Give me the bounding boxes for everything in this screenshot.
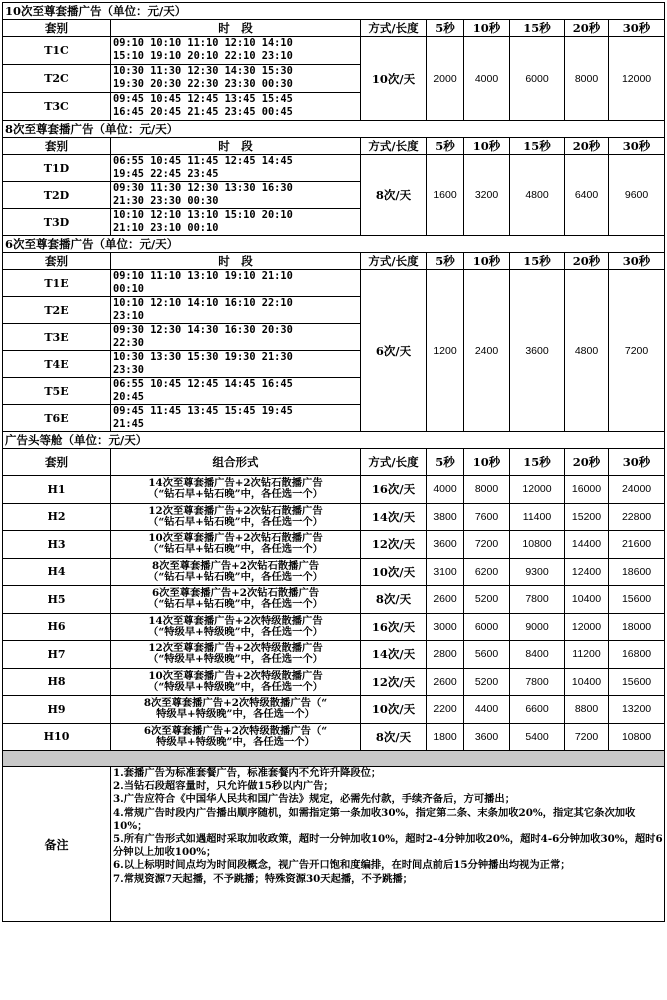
time-slot-line: 10:30 13:30 15:30 19:30 21:30 <box>113 351 293 363</box>
time-slot-line: 06:55 10:45 12:45 14:45 16:45 <box>113 378 293 390</box>
price-d20: 4800 <box>565 270 609 432</box>
header-d10: 10秒 <box>464 253 510 270</box>
notes-list <box>111 767 665 922</box>
combo-line: 12次至尊套播广告+2次特级散播广告 <box>148 642 323 655</box>
header-d5: 5秒 <box>427 449 464 476</box>
price-d10: 4000 <box>464 37 510 121</box>
header-d20: 20秒 <box>565 449 609 476</box>
combo-line: 10次至尊套播广告+2次特级散播广告 <box>148 669 323 682</box>
price-d10: 6200 <box>464 558 510 586</box>
price-d10: 6000 <box>464 613 510 641</box>
time-slot-line: 09:30 11:30 12:30 13:30 16:30 <box>113 182 293 194</box>
price-d15: 7800 <box>510 668 565 696</box>
table-row <box>3 531 665 559</box>
time-slot-line: 15:10 19:10 20:10 22:10 23:10 <box>113 50 293 62</box>
header-d5: 5秒 <box>427 138 464 155</box>
time-slots <box>111 65 361 93</box>
combo-form <box>111 696 361 724</box>
section-title: 6次至尊套播广告（单位：元/天） <box>3 236 665 253</box>
combo-line: 14次至尊套播广告+2次特级散播广告 <box>148 614 323 627</box>
table-row <box>3 155 665 182</box>
combo-line: 特级早+特级晚”中，各任选一个） <box>156 735 315 748</box>
package-code: H3 <box>3 531 111 559</box>
package-code: T3C <box>3 93 111 121</box>
price-d5: 4000 <box>427 476 464 504</box>
frequency: 10次/天 <box>361 37 427 121</box>
price-d30: 18000 <box>609 613 665 641</box>
header-d5: 5秒 <box>427 253 464 270</box>
table-row <box>3 586 665 614</box>
combo-line: （“特级早+特级晚”中，各任选一个） <box>148 625 323 638</box>
time-slot-line: 23:30 <box>113 364 144 376</box>
time-slots <box>111 297 361 324</box>
table-row <box>3 696 665 724</box>
price-d10: 2400 <box>464 270 510 432</box>
package-code: H2 <box>3 503 111 531</box>
spacer-row <box>3 751 665 767</box>
package-code: H6 <box>3 613 111 641</box>
header-type: 套别 <box>3 449 111 476</box>
time-slots <box>111 37 361 65</box>
price-d10: 7600 <box>464 503 510 531</box>
table-row <box>3 558 665 586</box>
price-d15: 9000 <box>510 613 565 641</box>
header-slot: 时 段 <box>111 253 361 270</box>
header-mode: 方式/长度 <box>361 253 427 270</box>
package-code: T2E <box>3 297 111 324</box>
header-mode: 方式/长度 <box>361 138 427 155</box>
table-row <box>3 270 665 297</box>
time-slot-line: 20:45 <box>113 391 144 403</box>
price-d30: 15600 <box>609 586 665 614</box>
header-d20: 20秒 <box>565 138 609 155</box>
combo-line: （“钻石早+钻石晚”中，各任选一个） <box>148 598 323 611</box>
notes-label: 备注 <box>3 767 111 922</box>
time-slots <box>111 378 361 405</box>
price-d5: 2800 <box>427 641 464 669</box>
time-slot-line: 09:45 11:45 13:45 15:45 19:45 <box>113 405 293 417</box>
time-slots <box>111 351 361 378</box>
header-d30: 30秒 <box>609 253 665 270</box>
combo-line: 8次至尊套播广告+2次钻石散播广告 <box>151 559 320 572</box>
price-d5: 3000 <box>427 613 464 641</box>
time-slot-line: 10:30 11:30 12:30 14:30 15:30 <box>113 65 293 77</box>
price-d10: 5600 <box>464 641 510 669</box>
header-row <box>3 253 665 270</box>
price-d15: 11400 <box>510 503 565 531</box>
section-title-row <box>3 3 665 20</box>
price-d5: 3100 <box>427 558 464 586</box>
section-title: 10次至尊套播广告（单位：元/天） <box>3 3 665 20</box>
price-d15: 5400 <box>510 723 565 751</box>
header-d15: 15秒 <box>510 20 565 37</box>
time-slot-line: 09:45 10:45 12:45 13:45 15:45 <box>113 93 293 105</box>
package-code: H7 <box>3 641 111 669</box>
combo-line: （“钻石早+钻石晚”中，各任选一个） <box>148 488 323 501</box>
note-item: 2.当钻石段超容量时，只允许做15秒以内广告； <box>113 780 334 793</box>
price-d30: 9600 <box>609 155 665 236</box>
price-d20: 12400 <box>565 558 609 586</box>
price-d15: 6000 <box>510 37 565 121</box>
header-d30: 30秒 <box>609 20 665 37</box>
price-d15: 9300 <box>510 558 565 586</box>
time-slots <box>111 324 361 351</box>
price-d5: 2600 <box>427 586 464 614</box>
package-code: T1C <box>3 37 111 65</box>
time-slots <box>111 155 361 182</box>
price-d10: 8000 <box>464 476 510 504</box>
header-d5: 5秒 <box>427 20 464 37</box>
package-code: T1D <box>3 155 111 182</box>
table-row <box>3 723 665 751</box>
time-slot-line: 23:10 <box>113 310 144 322</box>
rate-table <box>2 2 665 922</box>
table-row <box>3 641 665 669</box>
price-d20: 11200 <box>565 641 609 669</box>
price-d15: 6600 <box>510 696 565 724</box>
price-d15: 12000 <box>510 476 565 504</box>
price-d10: 3200 <box>464 155 510 236</box>
package-code: T3E <box>3 324 111 351</box>
combo-line: 10次至尊套播广告+2次钻石散播广告 <box>148 532 323 545</box>
header-d15: 15秒 <box>510 253 565 270</box>
header-slot: 时 段 <box>111 20 361 37</box>
header-type: 套别 <box>3 20 111 37</box>
time-slots <box>111 209 361 236</box>
table-row <box>3 503 665 531</box>
section-title: 广告头等舱（单位：元/天） <box>3 432 665 449</box>
frequency: 16次/天 <box>361 613 427 641</box>
header-row <box>3 138 665 155</box>
header-d10: 10秒 <box>464 138 510 155</box>
gray-spacer <box>3 751 665 767</box>
price-d20: 6400 <box>565 155 609 236</box>
header-d20: 20秒 <box>565 253 609 270</box>
header-row <box>3 20 665 37</box>
price-d20: 10400 <box>565 668 609 696</box>
combo-line: （“钻石早+钻石晚”中，各任选一个） <box>148 543 323 556</box>
header-row <box>3 449 665 476</box>
price-d20: 16000 <box>565 476 609 504</box>
combo-line: 8次至尊套播广告+2次特级散播广告（“ <box>143 697 328 710</box>
section-title-row <box>3 236 665 253</box>
header-mode: 方式/长度 <box>361 20 427 37</box>
price-d10: 5200 <box>464 668 510 696</box>
time-slot-line: 06:55 10:45 11:45 12:45 14:45 <box>113 155 293 167</box>
combo-form <box>111 668 361 696</box>
frequency: 8次/天 <box>361 155 427 236</box>
combo-line: 6次至尊套播广告+2次钻石散播广告 <box>151 587 320 600</box>
price-d30: 21600 <box>609 531 665 559</box>
time-slot-line: 09:10 10:10 11:10 12:10 14:10 <box>113 37 293 49</box>
time-slot-line: 21:30 23:30 00:30 <box>113 195 219 207</box>
package-code: H8 <box>3 668 111 696</box>
time-slot-line: 09:10 11:10 13:10 19:10 21:10 <box>113 270 293 282</box>
price-d30: 10800 <box>609 723 665 751</box>
header-d15: 15秒 <box>510 138 565 155</box>
package-code: T3D <box>3 209 111 236</box>
price-d5: 2000 <box>427 37 464 121</box>
time-slot-line: 10:10 12:10 13:10 15:10 20:10 <box>113 209 293 221</box>
package-code: H4 <box>3 558 111 586</box>
notes-row <box>3 767 665 922</box>
frequency: 8次/天 <box>361 586 427 614</box>
time-slots <box>111 93 361 121</box>
price-d30: 12000 <box>609 37 665 121</box>
combo-form <box>111 723 361 751</box>
time-slot-line: 09:30 12:30 14:30 16:30 20:30 <box>113 324 293 336</box>
price-d20: 7200 <box>565 723 609 751</box>
frequency: 14次/天 <box>361 503 427 531</box>
price-d5: 2600 <box>427 668 464 696</box>
frequency: 6次/天 <box>361 270 427 432</box>
header-d30: 30秒 <box>609 138 665 155</box>
package-code: H10 <box>3 723 111 751</box>
time-slot-line: 10:10 12:10 14:10 16:10 22:10 <box>113 297 293 309</box>
time-slot-line: 19:45 22:45 23:45 <box>113 168 219 180</box>
combo-line: 14次至尊套播广告+2次钻石散播广告 <box>148 477 323 490</box>
time-slots <box>111 405 361 432</box>
time-slot-line: 21:10 23:10 00:10 <box>113 222 219 234</box>
price-d5: 1200 <box>427 270 464 432</box>
header-combo: 组合形式 <box>111 449 361 476</box>
header-mode: 方式/长度 <box>361 449 427 476</box>
frequency: 8次/天 <box>361 723 427 751</box>
price-d10: 3600 <box>464 723 510 751</box>
price-d20: 10400 <box>565 586 609 614</box>
header-d10: 10秒 <box>464 20 510 37</box>
package-code: H1 <box>3 476 111 504</box>
combo-line: 12次至尊套播广告+2次钻石散播广告 <box>148 504 323 517</box>
price-d30: 16800 <box>609 641 665 669</box>
price-d30: 22800 <box>609 503 665 531</box>
price-d15: 10800 <box>510 531 565 559</box>
price-d20: 8800 <box>565 696 609 724</box>
price-d5: 2200 <box>427 696 464 724</box>
header-d20: 20秒 <box>565 20 609 37</box>
combo-form <box>111 476 361 504</box>
header-type: 套别 <box>3 138 111 155</box>
combo-line: （“钻石早+钻石晚”中，各任选一个） <box>148 515 323 528</box>
frequency: 10次/天 <box>361 696 427 724</box>
time-slots <box>111 182 361 209</box>
combo-form <box>111 586 361 614</box>
package-code: H5 <box>3 586 111 614</box>
note-item: 4.常规广告时段内广告播出顺序随机，如需指定第一条加收30%，指定第二条、末条加收20%，指定其它条次加收10%； <box>113 806 636 832</box>
price-d20: 12000 <box>565 613 609 641</box>
combo-line: 6次至尊套播广告+2次特级散播广告（“ <box>143 724 328 737</box>
price-d30: 18600 <box>609 558 665 586</box>
combo-form <box>111 558 361 586</box>
rate-card-sheet <box>2 2 664 922</box>
time-slot-line: 22:30 <box>113 337 144 349</box>
time-slots <box>111 270 361 297</box>
price-d30: 13200 <box>609 696 665 724</box>
price-d5: 1600 <box>427 155 464 236</box>
package-code: H9 <box>3 696 111 724</box>
frequency: 10次/天 <box>361 558 427 586</box>
header-type: 套别 <box>3 253 111 270</box>
price-d10: 4400 <box>464 696 510 724</box>
table-row <box>3 613 665 641</box>
combo-form <box>111 641 361 669</box>
section-title: 8次至尊套播广告（单位：元/天） <box>3 121 665 138</box>
frequency: 16次/天 <box>361 476 427 504</box>
frequency: 14次/天 <box>361 641 427 669</box>
header-slot: 时 段 <box>111 138 361 155</box>
price-d15: 7800 <box>510 586 565 614</box>
price-d20: 8000 <box>565 37 609 121</box>
package-code: T1E <box>3 270 111 297</box>
header-d15: 15秒 <box>510 449 565 476</box>
package-code: T5E <box>3 378 111 405</box>
price-d20: 14400 <box>565 531 609 559</box>
time-slot-line: 00:10 <box>113 283 144 295</box>
price-d30: 15600 <box>609 668 665 696</box>
table-row <box>3 476 665 504</box>
combo-form <box>111 531 361 559</box>
price-d5: 1800 <box>427 723 464 751</box>
table-row <box>3 668 665 696</box>
package-code: T6E <box>3 405 111 432</box>
note-item: 7.常规资源7天起播，不予跳播；特殊资源30天起播，不予跳播； <box>113 872 413 885</box>
package-code: T4E <box>3 351 111 378</box>
header-d30: 30秒 <box>609 449 665 476</box>
section-title-row <box>3 432 665 449</box>
combo-line: （“钻石早+钻石晚”中，各任选一个） <box>148 570 323 583</box>
table-row <box>3 37 665 65</box>
price-d30: 7200 <box>609 270 665 432</box>
note-item: 3.广告应符合《中国华人民共和国广告法》规定，必需先付款，手续齐备后，方可播出； <box>113 793 516 806</box>
combo-line: （“特级早+特级晚”中，各任选一个） <box>148 680 323 693</box>
combo-line: （“特级早+特级晚”中，各任选一个） <box>148 653 323 666</box>
note-item: 5.所有广告形式如遇超时采取加收政策，超时一分钟加收10%，超时2-4分钟加收20%，超时4-6分钟加收30%，超时6分钟以上加收100%； <box>113 833 663 859</box>
price-d10: 5200 <box>464 586 510 614</box>
frequency: 12次/天 <box>361 531 427 559</box>
time-slot-line: 21:45 <box>113 418 144 430</box>
combo-line: 特级早+特级晚”中，各任选一个） <box>156 708 315 721</box>
frequency: 12次/天 <box>361 668 427 696</box>
price-d30: 24000 <box>609 476 665 504</box>
time-slot-line: 16:45 20:45 21:45 23:45 00:45 <box>113 106 293 118</box>
header-d10: 10秒 <box>464 449 510 476</box>
package-code: T2C <box>3 65 111 93</box>
note-item: 1.套播广告为标准套餐广告，标准套餐内不允许升降段位； <box>113 767 382 779</box>
price-d5: 3600 <box>427 531 464 559</box>
time-slot-line: 19:30 20:30 22:30 23:30 00:30 <box>113 78 293 90</box>
price-d10: 7200 <box>464 531 510 559</box>
package-code: T2D <box>3 182 111 209</box>
price-d20: 15200 <box>565 503 609 531</box>
combo-form <box>111 613 361 641</box>
price-d15: 3600 <box>510 270 565 432</box>
section-title-row <box>3 121 665 138</box>
price-d15: 8400 <box>510 641 565 669</box>
note-item: 6.以上标明时间点均为时间段概念，视广告开口饱和度编排，在时间点前后15分钟播出均视为正常； <box>113 859 571 872</box>
price-d15: 4800 <box>510 155 565 236</box>
combo-form <box>111 503 361 531</box>
price-d5: 3800 <box>427 503 464 531</box>
